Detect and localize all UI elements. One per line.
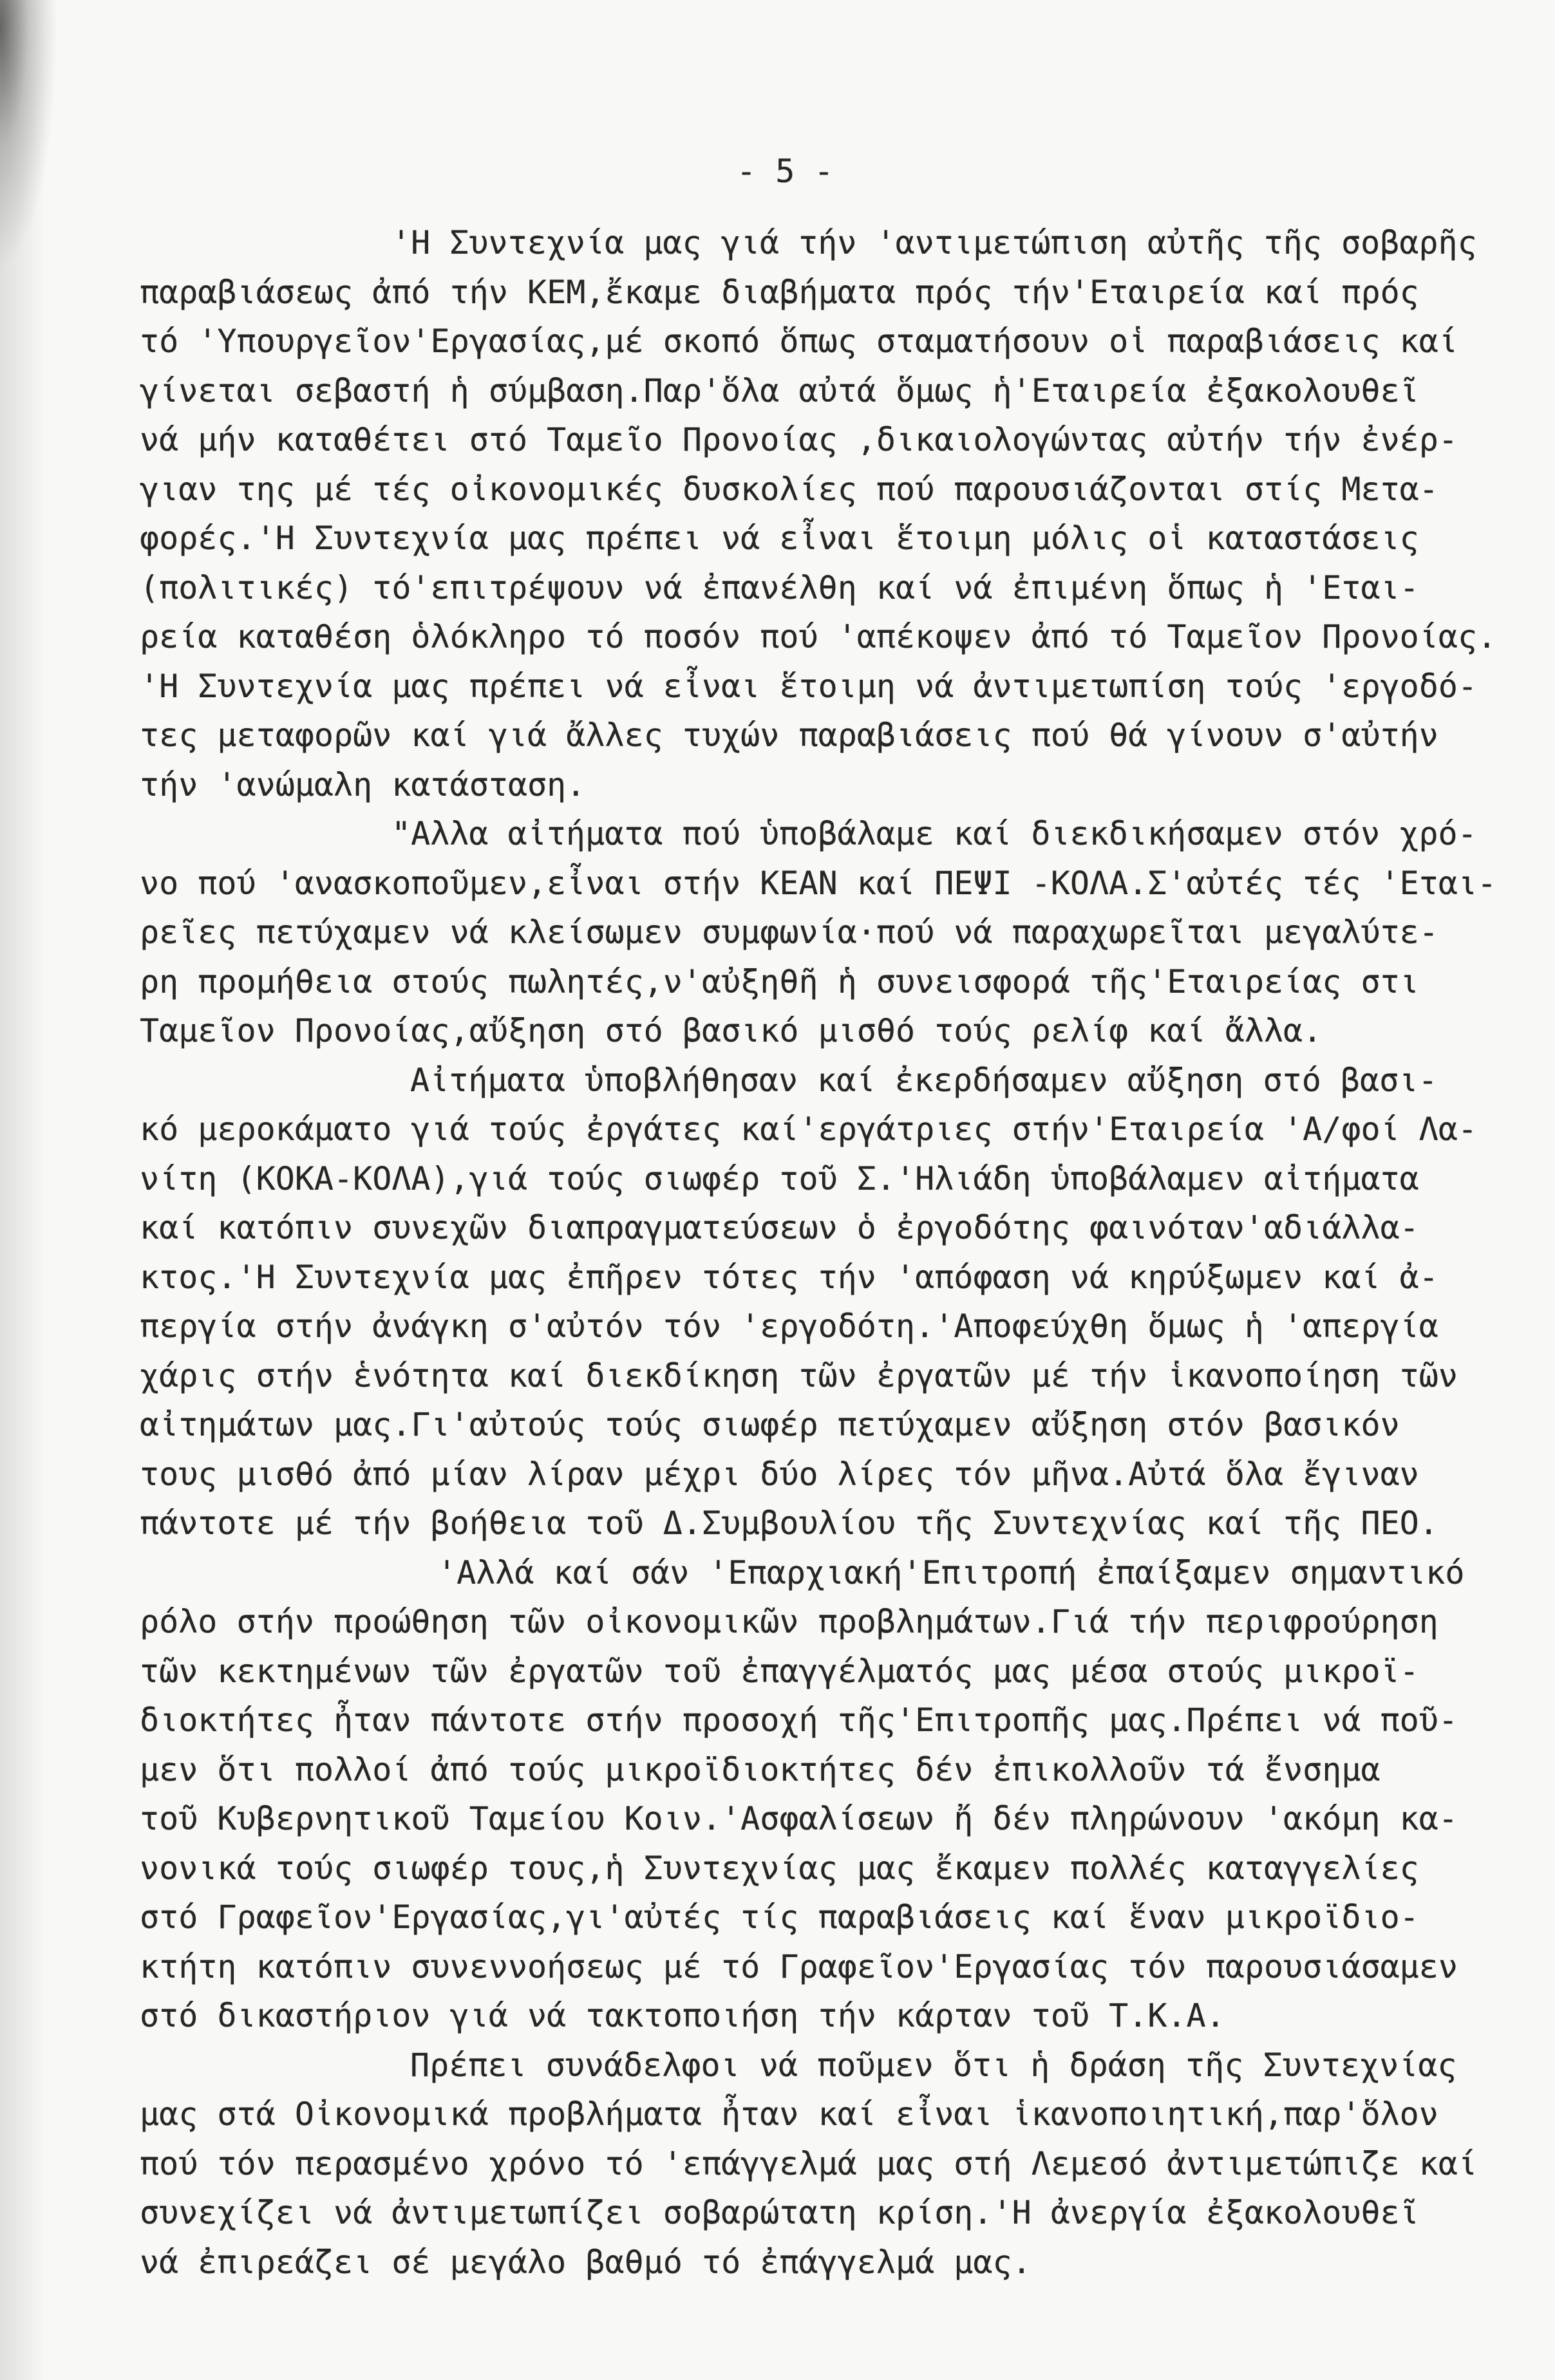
- text-line: τες μεταφορῶν καί γιά ἄλλες τυχών παραβιάσεις πού θά γίνουν σ'αὐτήν: [140, 717, 1438, 754]
- text-line: νο πού 'ανασκοποῦμεν,εἶναι στήν ΚΕΑΝ καί ΠΕΨΙ -ΚΟΛΑ.Σ'αὐτές τές 'Εται-: [140, 864, 1497, 902]
- text-line: καί κατόπιν συνεχῶν διαπραγματεύσεων ὁ ἐργοδότης φαινόταν'αδιάλλα-: [140, 1209, 1419, 1246]
- text-line: κτήτη κατόπιν συνεννοήσεως μέ τό Γραφεῖον'Εργασίας τόν παρουσιάσαμεν: [140, 1947, 1458, 1985]
- text-line: χάρις στήν ἑνότητα καί διεκδίκηση τῶν ἐργατῶν μέ τήν ἱκανοποίηση τῶν: [140, 1356, 1458, 1394]
- text-line: κό μεροκάματο γιά τούς ἐργάτες καί'εργάτριες στήν'Εταιρεία 'Α/φοί Λα-: [140, 1110, 1478, 1148]
- text-line: φορές.'Η Συντεχνία μας πρέπει νά εἶναι ἕτοιμη μόλις οἱ καταστάσεις: [140, 520, 1419, 557]
- text-line: συνεχίζει νά ἀντιμετωπίζει σοβαρώτατη κρίση.'Η ἀνεργία ἐξακολουθεῖ: [140, 2194, 1419, 2231]
- text-line: τήν 'ανώμαλη κατάσταση.: [140, 765, 586, 803]
- text-line: διοκτήτες ἦταν πάντοτε στήν προσοχή τῆς'Επιτροπῆς μας.Πρέπει νά ποῦ-: [140, 1701, 1458, 1739]
- text-line: ρεῖες πετύχαμεν νά κλείσωμεν συμφωνία·πού νά παραχωρεῖται μεγαλύτε-: [140, 914, 1438, 951]
- text-line: στό Γραφεῖον'Εργασίας,γι'αὐτές τίς παραβιάσεις καί ἕναν μικροϊδιο-: [140, 1898, 1419, 1936]
- text-line: νίτη (ΚΟΚΑ-ΚΟΛΑ),γιά τούς σιωφέρ τοῦ Σ.'Ηλιάδη ὑποβάλαμεν αἰτήματα: [140, 1159, 1419, 1197]
- text-line: Αἰτήματα ὑποβλήθησαν καί ἐκερδήσαμεν αὔξηση στό βασι-: [410, 1061, 1438, 1099]
- text-line: γιαν της μέ τές οἰκονομικές δυσκολίες πού παρουσιάζονται στίς Μετα-: [140, 470, 1438, 508]
- text-line: τό 'Υπουργεῖον'Εργασίας,μέ σκοπό ὅπως σταματήσουν οἱ παραβιάσεις καί: [140, 323, 1458, 360]
- text-line: τοῦ Κυβερνητικοῦ Ταμείου Κοιν.'Ασφαλίσεων ἤ δέν πληρώνουν 'ακόμη κα-: [140, 1800, 1458, 1837]
- text-line: μεν ὅτι πολλοί ἀπό τούς μικροϊδιοκτήτες δέν ἐπικολλοῦν τά ἔνσημα: [140, 1750, 1381, 1788]
- text-line: μας στά Οἰκονομικά προβλήματα ἦταν καί εἶναι ἱκανοποιητική,παρ'ὅλον: [140, 2095, 1438, 2133]
- text-line: νά μήν καταθέτει στό Ταμεῖο Προνοίας ,δικαιολογώντας αὐτήν τήν ἐνέρ-: [140, 421, 1458, 458]
- text-line: νά ἐπιρεάζει σέ μεγάλο βαθμό τό ἐπάγγελμά μας.: [140, 2243, 1032, 2281]
- text-line: πού τόν περασμένο χρόνο τό 'επάγγελμά μας στή Λεμεσό ἀντιμετώπιζε καί: [140, 2144, 1478, 2182]
- text-line: 'Αλλά καί σάν 'Επαρχιακή'Επιτροπή ἐπαίξαμεν σημαντικό: [437, 1553, 1465, 1591]
- text-line: τῶν κεκτημένων τῶν ἐργατῶν τοῦ ἐπαγγέλματός μας μέσα στούς μικροϊ-: [140, 1652, 1419, 1690]
- text-line: παραβιάσεως ἀπό τήν ΚΕΜ,ἔκαμε διαβήματα πρός τήν'Εταιρεία καί πρός: [140, 273, 1419, 311]
- document-body: [140, 218, 1531, 2287]
- text-line: ρη προμήθεια στούς πωλητές,ν'αὐξηθῆ ἡ συνεισφορά τῆς'Εταιρείας στι: [140, 962, 1419, 1000]
- text-line: γίνεται σεβαστή ἡ σύμβαση.Παρ'ὅλα αὐτά ὅμως ἡ'Εταιρεία ἐξακολουθεῖ: [140, 371, 1419, 409]
- page-number: - 5 -: [737, 153, 834, 190]
- text-line: Πρέπει συνάδελφοι νά ποῦμεν ὅτι ἡ δράση τῆς Συντεχνίας: [410, 2046, 1457, 2084]
- text-line: ρόλο στήν προώθηση τῶν οἰκονομικῶν προβλημάτων.Γιά τήν περιφρούρηση: [140, 1603, 1438, 1640]
- text-line: τους μισθό ἀπό μίαν λίραν μέχρι δύο λίρες τόν μῆνα.Αὐτά ὅλα ἔγιναν: [140, 1455, 1419, 1493]
- text-line: 'Η Συντεχνία μας πρέπει νά εἶναι ἕτοιμη νά ἀντιμετωπίση τούς 'εργοδό-: [140, 667, 1478, 705]
- text-line: νονικά τούς σιωφέρ τους,ἡ Συντεχνίας μας ἔκαμεν πολλές καταγγελίες: [140, 1849, 1419, 1887]
- text-line: περγία στήν ἀνάγκη σ'αὐτόν τόν 'εργοδότη.'Αποφεύχθη ὅμως ἡ 'απεργία: [140, 1307, 1438, 1345]
- text-line: στό δικαστήριον γιά νά τακτοποιήση τήν κάρταν τοῦ Τ.Κ.Α.: [140, 1997, 1225, 2034]
- text-line: "Αλλα αἰτήματα πού ὑποβάλαμε καί διεκδικήσαμεν στόν χρό-: [391, 815, 1477, 852]
- text-line: πάντοτε μέ τήν βοήθεια τοῦ Δ.Συμβουλίου τῆς Συντεχνίας καί τῆς ΠΕΟ.: [140, 1504, 1438, 1542]
- text-line: (πολιτικές) τό'επιτρέψουν νά ἐπανέλθη καί νά ἐπιμένη ὅπως ἡ 'Εται-: [140, 568, 1419, 606]
- text-line: ρεία καταθέση ὁλόκληρο τό ποσόν πού 'απέκοψεν ἀπό τό Ταμεῖον Προνοίας.: [140, 618, 1497, 655]
- text-line: 'Η Συντεχνία μας γιά τήν 'αντιμετώπιση αὐτῆς τῆς σοβαρῆς: [391, 224, 1477, 261]
- scan-edge-shadow: [0, 0, 45, 2380]
- text-line: κτος.'Η Συντεχνία μας ἐπῆρεν τότες τήν 'απόφαση νά κηρύξωμεν καί ἀ-: [140, 1258, 1438, 1296]
- text-line: Ταμεῖον Προνοίας,αὔξηση στό βασικό μισθό τούς ρελίφ καί ἄλλα.: [140, 1012, 1323, 1049]
- text-line: αἰτημάτων μας.Γι'αὐτούς τούς σιωφέρ πετύχαμεν αὔξηση στόν βασικόν: [140, 1406, 1400, 1443]
- scan-corner-smudge: [0, 0, 58, 270]
